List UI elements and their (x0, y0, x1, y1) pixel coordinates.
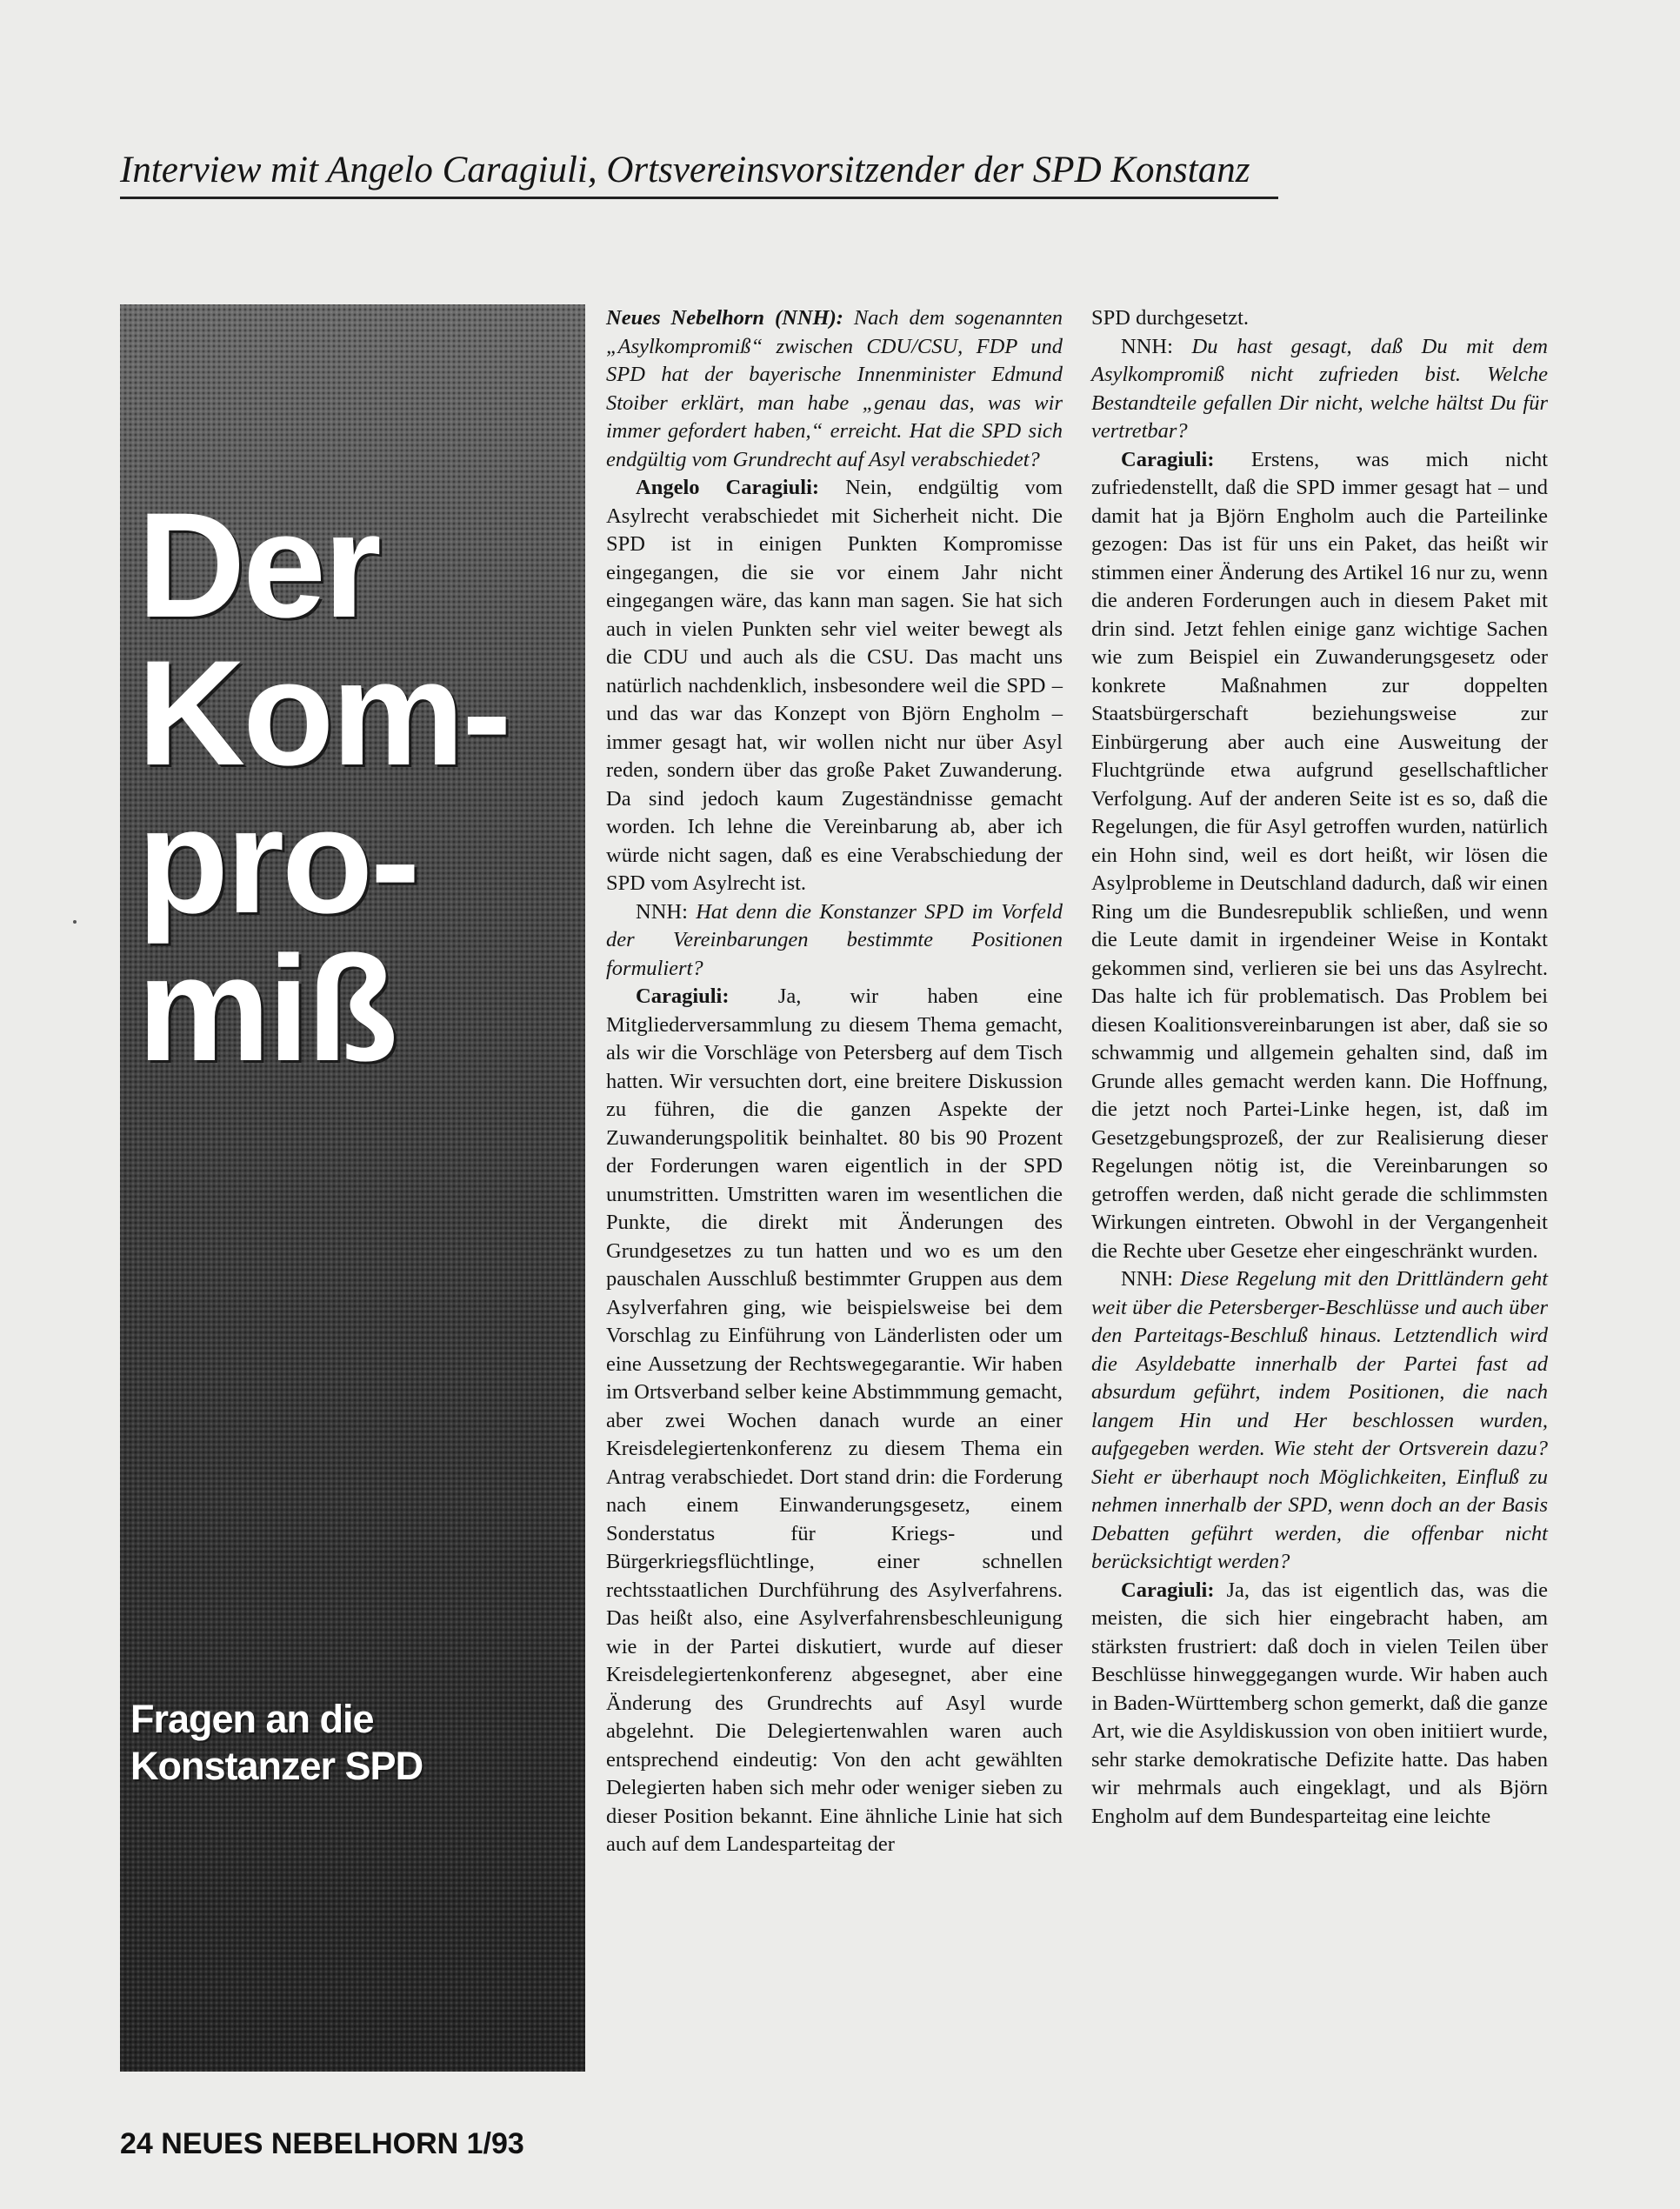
speaker-label: Neues Nebelhorn (NNH): (606, 306, 843, 330)
speaker-label: Caragiuli: (636, 984, 730, 1008)
banner-title-line: miß (137, 925, 396, 1092)
banner-title-line: Der (137, 482, 379, 649)
paragraph (1091, 446, 1548, 1266)
speaker-label: Caragiuli: (1121, 1578, 1215, 1602)
answer-text: Erstens, was mich nicht zufriedenstellt, daß die SPD immer gesagt hat – und damit hat ja Björn Engholm auch die Parteilinke gezogen: Das ist für uns ein Paket, das heißt wir stimmen einer Änderung des Artikel 16 nur zu, wenn die anderen Forderungen auch in diesem Paket mit drin sind. Jetzt fehlen einige ganz wichtige Sachen wie zum Beispiel ein Zuwanderungsgesetz oder konkrete Maßnahmen zur doppelten Staatsbürgerschaft beziehungsweise zur Einbürgerung aber auch eine Ausweitung der Fluchtgründe etwa aufgrund gesellschaftlicher Verfolgung. Auf der anderen Seite ist es so, daß die Regelungen, die für Asyl getroffen wurden, natürlich ein Hohn sind, weil es dort heißt, wir lösen die Asylprobleme in Deutschland dadurch, daß wir einen Ring um die Bundesrepublik schließen, und wenn die Leute damit in irgendeiner Weise in Kontakt gekommen sind, verlieren sie bei uns das Asylrecht. Das halte ich für problematisch. Das Problem bei diesen Koalitionsvereinbarungen ist aber, daß sie so schwammig und allgemein gehalten sind, daß im Grunde alles gemacht werden kann. Die Hoffnung, die jetzt noch Partei-Linke hegen, ist, daß im Gesetzgebungsprozeß, der zur Realisierung dieser Regelungen nötig ist, die Vereinbarungen so getroffen werden, daß nicht gerade die schlimmsten Wirkungen eintreten. Obwohl in der Vergangenheit die Rechte uber Gesetze eher eingeschränkt wurden. (1091, 447, 1549, 1263)
paragraph (606, 898, 1063, 984)
title-banner (120, 304, 585, 2072)
banner-subtitle (130, 1696, 548, 1790)
print-speck (73, 920, 77, 924)
banner-title-line: Kom- (137, 630, 510, 797)
banner-title-line: pro- (137, 777, 418, 944)
paragraph (1091, 1265, 1548, 1577)
banner-subtitle-line: Konstanzer SPD (130, 1744, 423, 1788)
answer-text: Ja, das ist eigentlich das, was die meisten, die sich hier eingebracht haben, am stärksten frustriert: daß doch in vielen Teilen über Beschlüsse hinweggegangen wurde. Wir haben auch in Baden-Württemberg schon gemerkt, daß die ganze Art, wie die Asyldiskussion von oben initiiert wurde, sehr starke demokratische Defizite hatte. Das haben wir mehrmals auch eingeklagt, und als Björn Engholm auf dem Bundesparteitag eine leichte (1091, 1578, 1549, 1828)
speaker-label: Angelo Caragiuli: (636, 476, 820, 499)
speaker-label: NNH: (1121, 1267, 1173, 1291)
article-column-2 (1091, 304, 1548, 1831)
paragraph (606, 304, 1063, 474)
paragraph (606, 474, 1063, 898)
question-text: Hat denn die Konstanzer SPD im Vorfeld der Vereinbarungen bestimmte Positionen formuliert? (606, 899, 1063, 980)
answer-text: Nein, endgültig vom Asylrecht verabschiedet mit Sicherheit nicht. Die SPD ist in einigen Punkten Kompromisse eingegangen, die sie vor einem Jahr nicht eingegangen wäre, das kann man sagen. Sie hat sich auch in vielen Punkten sehr viel weiter bewegt als die CDU und auch als die CSU. Das macht uns natürlich nachdenklich, insbesondere weil die SPD – und das war das Konzept von Björn Engholm – immer gesagt hat, wir wollen nicht nur über Asyl reden, sondern über das große Paket Zuwanderung. Da sind jedoch kaum Zugeständnisse gemacht worden. Ich lehne die Vereinbarung ab, aber ich würde nicht sagen, daß es eine Verabschiedung der SPD vom Asylrecht ist. (606, 476, 1063, 895)
paragraph (1091, 304, 1548, 333)
paragraph (1091, 1577, 1548, 1832)
question-text: Du hast gesagt, daß Du mit dem Asylkompromiß nicht zufrieden bist. Welche Bestandteile gefallen Dir nicht, welche hältst Du für vertretbar? (1091, 334, 1549, 443)
page-footer: 24 NEUES NEBELHORN 1/93 (120, 2127, 524, 2160)
answer-text: SPD durchgesetzt. (1091, 306, 1249, 330)
article-column-1 (606, 304, 1063, 1859)
speaker-label: NNH: (636, 899, 688, 924)
speaker-label: NNH: (1121, 334, 1173, 358)
article-header-title: Interview mit Angelo Caragiuli, Ortsvereinsvorsitzender der SPD Konstanz (120, 148, 1278, 199)
answer-text: Ja, wir haben eine Mitgliederversammlung zu diesem Thema gemacht, als wir die Vorschläge von Petersberg auf dem Tisch hatten. Wir versuchten dort, eine breitere Diskussion zu führen, die die ganzen Aspekte der Zuwanderungspolitik beinhaltet. 80 bis 90 Prozent der Forderungen waren eigentlich in der SPD unumstritten. Umstritten waren im wesentlichen die Punkte, die direkt mit Änderungen des Grundgesetzes zu tun hatten und wo es um den pauschalen Ausschluß bestimmter Gruppen aus dem Asylverfahren ging, wie beispielsweise bei dem Vorschlag zu Einführung von Länderlisten oder um eine Aussetzung der Rechtswegegarantie. Wir haben im Ortsverband selber keine Abstimmmung gemacht, aber zwei Wochen danach wurde an einer Kreisdelegiertenkonferenz zu diesem Thema ein Antrag verabschiedet. Dort stand drin: die Forderung nach einem Einwanderungsgesetz, einem Sonderstatus für Kriegs- und Bürgerkriegsflüchtlinge, einer schnellen rechtsstaatlichen Durchführung des Asylverfahrens. Das heißt also, eine Asylverfahrensbeschleunigung wie in der Partei diskutiert, wurde auf dieser Kreisdelegiertenkonferenz abgesegnet, aber eine Änderung des Grundrechts auf Asyl wurde abgelehnt. Die Delegiertenwahlen waren auch entsprechend eindeutig: Von den acht gewählten Delegierten haben sich mehr oder weniger sieben zu dieser Position bekannt. Eine ähnliche Linie hat sich auch auf dem Landesparteitag der (606, 984, 1063, 1856)
banner-title (137, 482, 659, 1092)
paragraph (1091, 333, 1548, 446)
question-text: Nach dem sogenannten „Asylkompromiß“ zwischen CDU/CSU, FDP und SPD hat der bayerische Innenminister Edmund Stoiber erklärt, man habe „genau das, was wir immer gefordert haben,“ erreicht. Hat die SPD sich endgültig vom Grundrecht auf Asyl verabschiedet? (606, 306, 1063, 471)
question-text: Diese Regelung mit den Drittländern geht weit über die Petersberger-Beschlüsse und auch über den Parteitags-Beschluß hinaus. Letztendlich wird die Asyldebatte innerhalb der Partei fast ad absurdum geführt, indem Positionen, die nach langem Hin und Her beschlossen wurden, aufgegeben werden. Wie steht der Ortsverein dazu? Sieht er überhaupt noch Möglichkeiten, Einfluß zu nehmen innerhalb der SPD, wenn doch an der Basis Debatten geführt werden, die offenbar nicht berücksichtigt werden? (1091, 1267, 1549, 1573)
banner-subtitle-line: Fragen an die (130, 1697, 374, 1741)
speaker-label: Caragiuli: (1121, 447, 1215, 471)
paragraph (606, 983, 1063, 1859)
